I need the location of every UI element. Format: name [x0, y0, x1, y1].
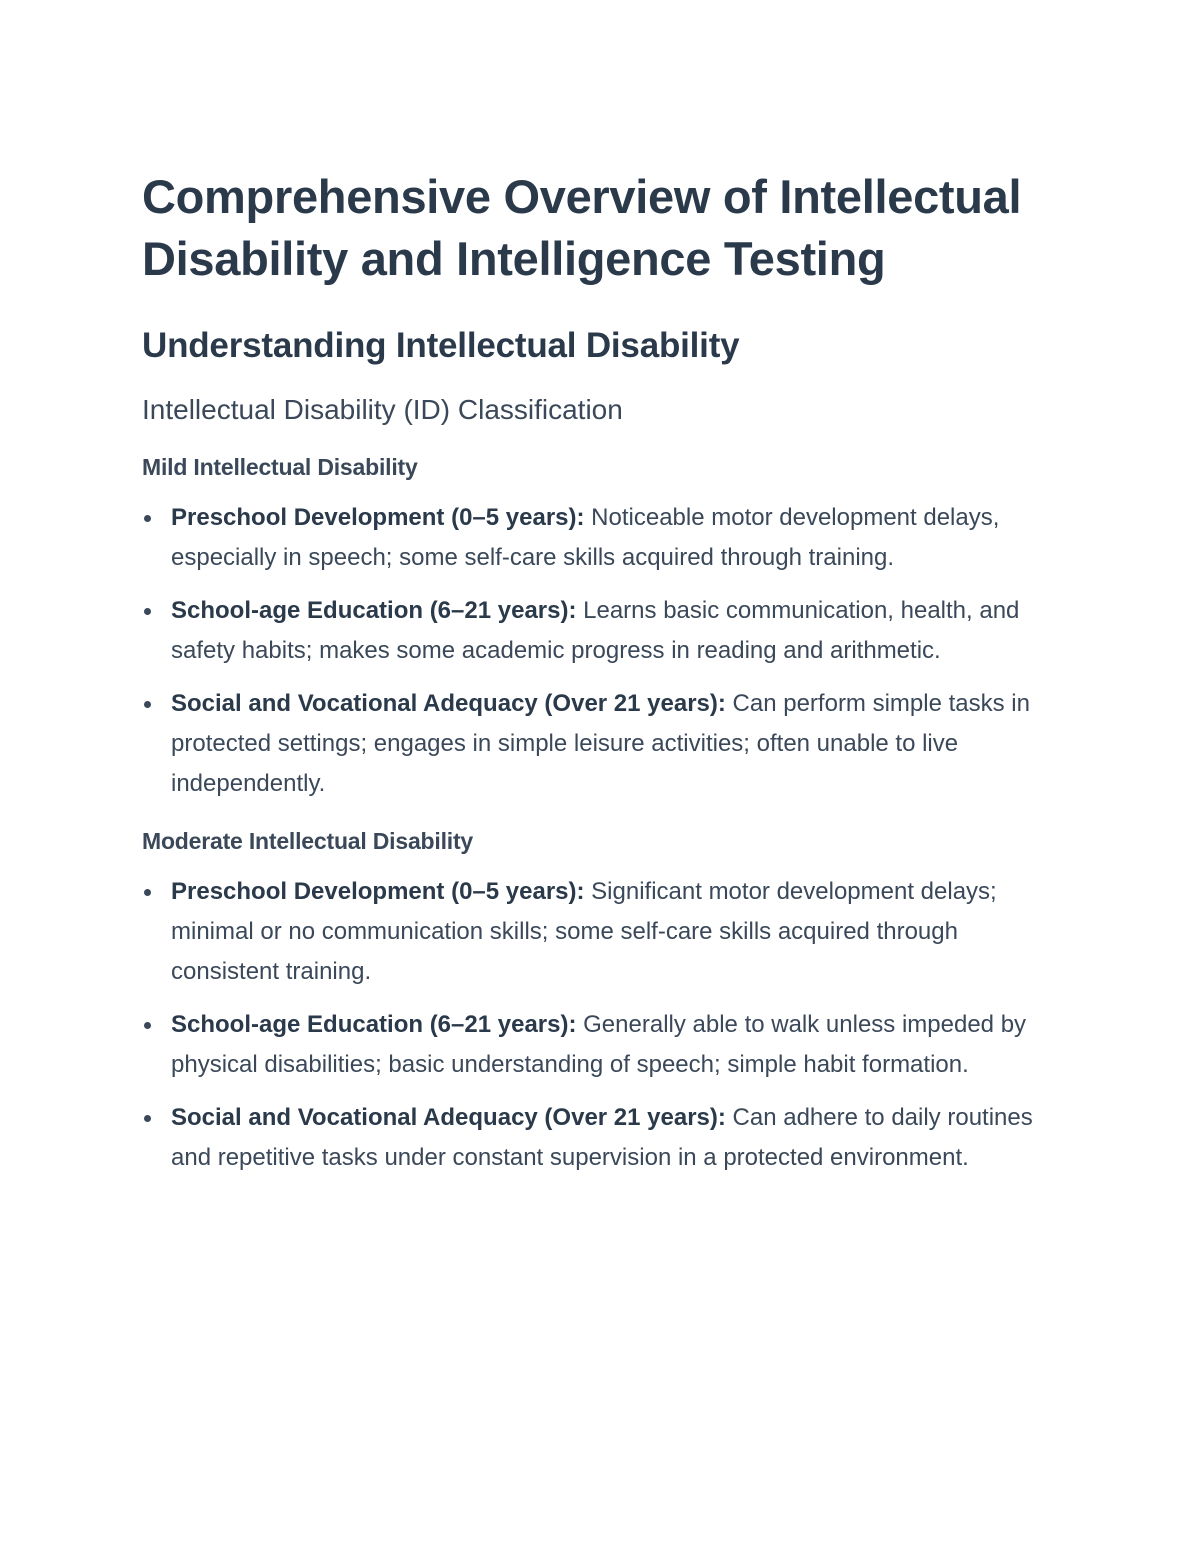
- list-item-term: Social and Vocational Adequacy (Over 21 years):: [171, 690, 726, 717]
- group-heading-moderate: Moderate Intellectual Disability: [142, 828, 474, 854]
- list-item-text: Noticeable motor development delays, especially in speech; some self-care skills acquired through training.: [171, 504, 1000, 571]
- list-item-text: Can perform simple tasks in protected settings; engages in simple leisure activities; often unable to live independently.: [171, 690, 1030, 797]
- list-item-term: Social and Vocational Adequacy (Over 21 years):: [171, 1104, 726, 1131]
- list-item-term: School-age Education (6–21 years):: [171, 1011, 577, 1038]
- document-page: [142, 166, 1062, 1178]
- list-item: [142, 498, 1062, 578]
- list-item-term: Preschool Development (0–5 years):: [171, 504, 585, 531]
- list-moderate: [142, 872, 1062, 1178]
- list-mild: [142, 498, 1062, 804]
- list-item-term: Preschool Development (0–5 years):: [171, 878, 585, 905]
- section-heading: Understanding Intellectual Disability: [142, 326, 740, 365]
- list-item: [142, 1098, 1062, 1178]
- subsection-heading: Intellectual Disability (ID) Classification: [142, 394, 623, 425]
- bullet-icon: [144, 889, 151, 896]
- bullet-icon: [144, 608, 151, 615]
- bullet-icon: [144, 1115, 151, 1122]
- list-item-text: Generally able to walk unless impeded by physical disabilities; basic understanding of speech; simple habit formation.: [171, 1011, 1027, 1078]
- bullet-icon: [144, 701, 151, 708]
- list-item-text: Learns basic communication, health, and safety habits; makes some academic progress in reading and arithmetic.: [171, 597, 1020, 664]
- list-item: [142, 872, 1062, 992]
- list-item-term: School-age Education (6–21 years):: [171, 597, 577, 624]
- group-heading-mild: Mild Intellectual Disability: [142, 454, 418, 480]
- list-item-text: Can adhere to daily routines and repetitive tasks under constant supervision in a protected environment.: [171, 1104, 1033, 1171]
- bullet-icon: [144, 1022, 151, 1029]
- bullet-icon: [144, 515, 151, 522]
- list-item: [142, 1005, 1062, 1085]
- list-item: [142, 684, 1062, 804]
- list-item-text: Significant motor development delays; minimal or no communication skills; some self-care skills acquired through consistent training.: [171, 878, 997, 985]
- list-item: [142, 591, 1062, 671]
- document-title: Comprehensive Overview of Intellectual Disability and Intelligence Testing: [142, 170, 1022, 285]
